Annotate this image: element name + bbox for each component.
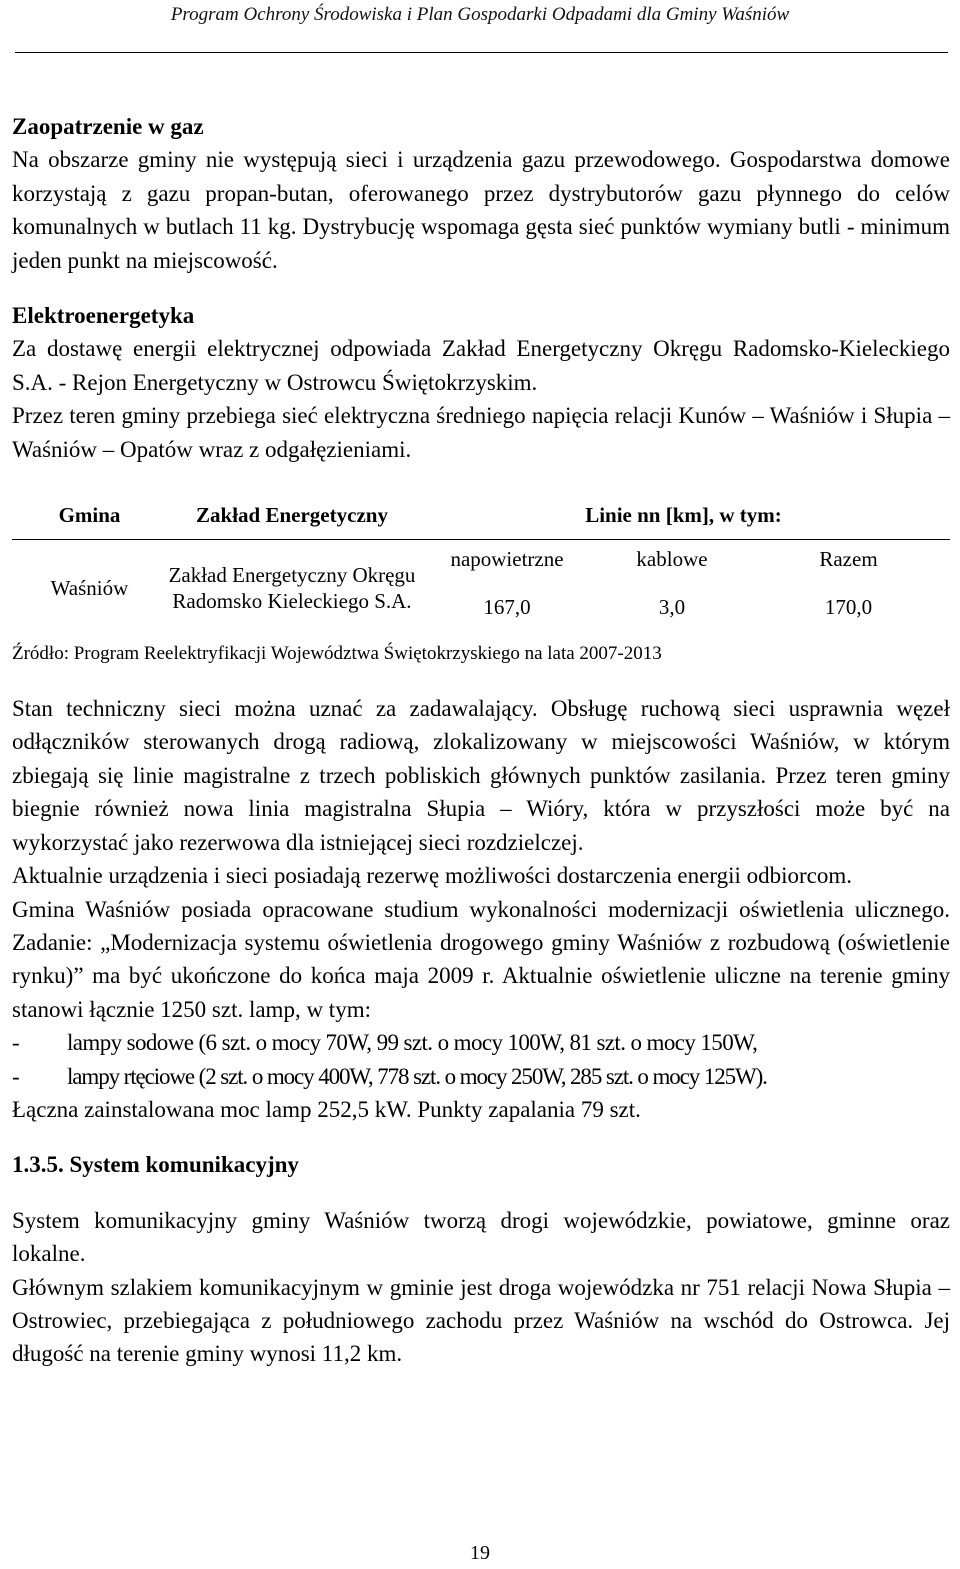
cell-gmina: Waśniów <box>50 576 129 601</box>
body-paragraph-2: Aktualnie urządzenia i sieci posiadają rezerwę możliwości dostarczenia energii odbiorcom. <box>12 863 853 889</box>
page-number: 19 <box>470 1542 490 1564</box>
table-source: Źródło: Program Reelektryfikacji Województwa Świętokrzyskiego na lata 2007-2013 <box>12 643 662 665</box>
cell-napowietrzne: 167,0 <box>483 595 531 620</box>
energy-table-container <box>12 491 950 668</box>
page-content <box>12 110 950 1371</box>
document-header: Program Ochrony Środowiska i Plan Gospodarki Odpadami dla Gminy Waśniów <box>170 4 790 25</box>
column-header-zaklad: Zakład Energetyczny <box>167 491 417 540</box>
table-header-row <box>12 491 950 540</box>
list-dash: - <box>12 1063 20 1089</box>
column-header-linie: Linie nn [km], w tym: <box>417 491 950 540</box>
list-item-text: lampy sodowe (6 szt. o mocy 70W, 99 szt. o mocy 100W, 81 szt. o mocy 150W, <box>67 1030 758 1056</box>
cell-kablowe: 3,0 <box>658 595 686 620</box>
cell-razem: 170,0 <box>824 595 873 620</box>
section-heading-electricity: Elektroenergetyka <box>12 303 195 329</box>
subheader-kablowe: kablowe <box>636 547 708 572</box>
section-heading-gas: Zaopatrzenie w gaz <box>12 114 204 139</box>
transport-paragraph-1: System komunikacyjny gminy Waśniów tworzą drogi wojewódzkie, powiatowe, gminne oraz lokalne. <box>12 1207 950 1267</box>
list-item <box>12 1060 950 1093</box>
list-dash: - <box>12 1030 20 1056</box>
header-divider <box>15 52 948 53</box>
subheader-razem: Razem <box>819 547 878 572</box>
column-header-gmina: Gmina <box>12 491 167 540</box>
body-paragraph-1: Stan techniczny sieci można uznać za zadawalający. Obsługę ruchową sieci usprawnia węzeł odłączników sterowanych drogą radiową, zlokalizowany w miejscowości Waśniów, w którym zbiegają się linie magistralne z trzech pobliskich głównych punktów zasilania. Przez teren gminy biegnie również nowa linia magistralna Słupia – Wióry, która w przyszłości może być na wykorzystać jako rezerwowa dla istniejącej sieci rozdzielczej. <box>12 696 950 855</box>
table-subheader-row <box>12 540 950 579</box>
energy-table <box>12 491 950 636</box>
electricity-paragraph-1: Za dostawę energii elektrycznej odpowiada Zakład Energetyczny Okręgu Radomsko-Kieleckiego S.A. - Rejon Energetyczny w Ostrowcu Świętokrzyskim. <box>12 336 950 395</box>
body-paragraph-4: Łączna zainstalowana moc lamp 252,5 kW. Punkty zapalania 79 szt. <box>12 1096 641 1122</box>
electricity-paragraph-2: Przez teren gminy przebiega sieć elektryczna średniego napięcia relacji Kunów – Waśniów i Słupia – Waśniów – Opatów wraz z odgałęzieniami. <box>12 403 950 462</box>
body-paragraph-3: Gmina Waśniów posiada opracowane studium wykonalności modernizacji oświetlenia ulicznego. Zadanie: „Modernizacja systemu oświetlenia drogowego gminy Waśniów z rozbudową (oświetlenie rynku)” ma być ukończone do końca maja 2009 r. Aktualnie oświetlenie uliczne na terenie gminy stanowi łącznie 1250 szt. lamp, w tym: <box>12 896 950 1022</box>
subheader-napowietrzne: napowietrzne <box>450 547 564 572</box>
cell-zaklad: Zakład Energetyczny Okręgu Radomsko Kieleckiego S.A. <box>168 563 416 614</box>
gas-paragraph: Na obszarze gminy nie występują sieci i urządzenia gazu przewodowego. Gospodarstwa domowe korzystają z gazu propan-butan, oferowanego przez dystrybutorów gazu płynnego do celów komunalnych w butlach 11 kg. Dystrybucję wspomaga gęsta sieć punktów wymiany butli - minimum jeden punkt na miejscowość. <box>12 147 950 273</box>
list-item <box>12 1026 950 1059</box>
transport-paragraph-2: Głównym szlakiem komunikacyjnym w gminie jest droga wojewódzka nr 751 relacji Nowa Słupia – Ostrowiec, przebiegająca z południowego zachodu przez Waśniów na wschód do Ostrowca. Jej długość na terenie gminy wynosi 11,2 km. <box>12 1274 950 1367</box>
section-heading-transport: 1.3.5. System komunikacyjny <box>12 1152 299 1178</box>
list-item-text: lampy rtęciowe (2 szt. o mocy 400W, 778 szt. o mocy 250W, 285 szt. o mocy 125W). <box>67 1063 767 1089</box>
